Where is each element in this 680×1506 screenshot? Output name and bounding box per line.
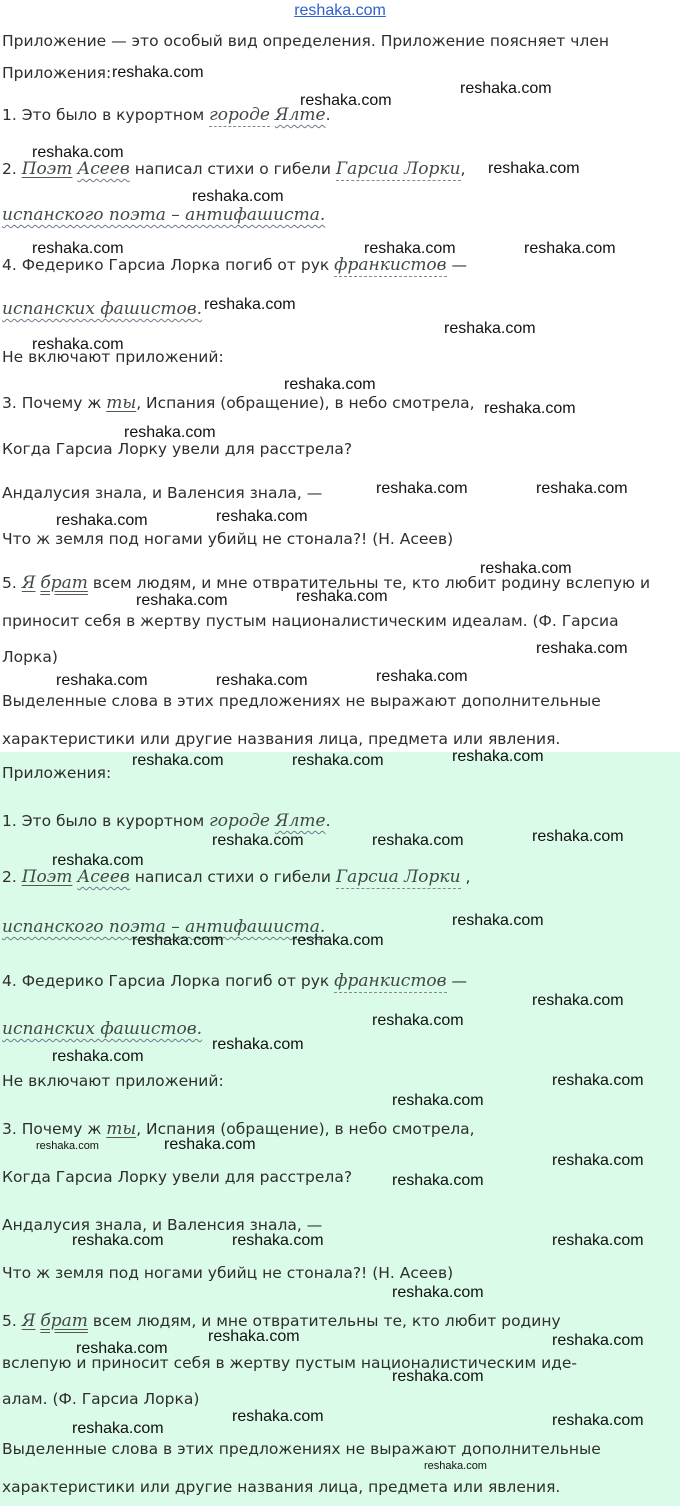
watermark: reshaka.com: [52, 852, 144, 869]
sentence-5-line-3: Лорка): [2, 648, 58, 666]
watermark: reshaka.com: [532, 828, 624, 845]
text: 1. Это было в курортном: [2, 106, 210, 124]
sentence-4-line-2: [2, 298, 672, 320]
watermark: reshaka.com: [132, 752, 224, 769]
word-aseev: Асеев: [77, 159, 130, 179]
watermark: reshaka.com: [460, 80, 552, 97]
watermark: reshaka.com: [524, 240, 616, 257]
watermark: reshaka.com: [552, 1232, 644, 1249]
sentence-5-line-2: вслепую и приносит себя в жертву пустым националистическим иде-: [2, 1354, 578, 1372]
sentence-4-line-2: [2, 1018, 672, 1040]
watermark: reshaka.com: [56, 672, 148, 689]
watermark: reshaka.com: [232, 1232, 324, 1249]
sentence-4: [2, 970, 672, 992]
phrase-ispanskogo-poeta: испанского поэта – антифашиста.: [2, 917, 326, 937]
text: .: [325, 106, 331, 124]
word-brat: брат: [40, 573, 88, 593]
text: 3. Почему ж: [2, 1120, 107, 1138]
sentence-3-line-4: Что ж земля под ногами убийц не стонала?! (Н. Асеев): [2, 530, 454, 548]
conclusion-line-2: характеристики или другие названия лица, предмета или явления.: [2, 730, 561, 748]
watermark: reshaka.com: [216, 672, 308, 689]
word-ya: Я: [21, 1311, 36, 1331]
intro-text: Приложение — это особый вид определения. Приложение поясняет член: [2, 32, 609, 50]
watermark: reshaka.com: [444, 320, 536, 337]
heading-no-appositions: Не включают приложений:: [2, 1072, 224, 1090]
watermark: reshaka.com: [296, 588, 388, 605]
watermark: reshaka.com: [52, 1048, 144, 1065]
watermark: reshaka.com: [76, 1340, 168, 1357]
watermark: reshaka.com: [424, 1460, 487, 1472]
watermark: reshaka.com: [372, 832, 464, 849]
conclusion-line-1: Выделенные слова в этих предложениях не выражают дополнительные: [2, 1440, 601, 1458]
watermark: reshaka.com: [56, 512, 148, 529]
watermark: reshaka.com: [392, 1092, 484, 1109]
watermark: reshaka.com: [208, 1328, 300, 1345]
watermark: reshaka.com: [292, 752, 384, 769]
watermark: reshaka.com: [212, 832, 304, 849]
word-ty: ты: [106, 1119, 137, 1139]
word-garsia-lorki: Гарсиа Лорки: [335, 867, 461, 887]
phrase-ispanskih-fashistov: испанских фашистов.: [2, 299, 203, 319]
phrase-ispanskih-fashistov: испанских фашистов.: [2, 1019, 203, 1039]
word-yalte: Ялте: [274, 811, 326, 831]
watermark: reshaka.com: [376, 668, 468, 685]
watermark: reshaka.com: [536, 640, 628, 657]
watermark: reshaka.com: [376, 480, 468, 497]
conclusion-line-1: Выделенные слова в этих предложениях не выражают дополнительные: [2, 692, 601, 710]
watermark: reshaka.com: [216, 508, 308, 525]
text: .: [325, 812, 331, 830]
watermark: reshaka.com: [552, 1152, 644, 1169]
word-brat: брат: [40, 1311, 88, 1331]
watermark: reshaka.com: [132, 932, 224, 949]
word-poet: Поэт: [21, 867, 73, 887]
sentence-3-line-3: Андалусия знала, и Валенсия знала, —: [2, 1216, 323, 1234]
watermark: reshaka.com: [232, 1408, 324, 1425]
text: , Испания (обращение), в небо смотрела,: [136, 394, 475, 412]
sentence-3-line-4: Что ж земля под ногами убийц не стонала?! (Н. Асеев): [2, 1264, 454, 1282]
watermark: reshaka.com: [552, 1332, 644, 1349]
word-ya: Я: [21, 573, 36, 593]
text: 5.: [2, 1312, 22, 1330]
word-gorode: городе: [209, 811, 270, 831]
watermark: reshaka.com: [32, 144, 124, 161]
sentence-2-line-2: [2, 204, 672, 226]
phrase-ispanskogo-poeta: испанского поэта – антифашиста.: [2, 205, 326, 225]
watermark: reshaka.com: [32, 240, 124, 257]
watermark: reshaka.com: [372, 1012, 464, 1029]
word-poet: Поэт: [21, 159, 73, 179]
watermark: reshaka.com: [212, 1036, 304, 1053]
text: 1. Это было в курортном: [2, 812, 210, 830]
watermark: reshaka.com: [112, 64, 204, 81]
text: 2.: [2, 868, 22, 886]
word-aseev: Асеев: [77, 867, 130, 887]
word-garsia-lorki: Гарсиа Лорки: [335, 159, 461, 179]
text: всем людям, и мне отвратительны те, кто любит родину вслепую и: [87, 574, 651, 592]
text: написал стихи о гибели: [129, 160, 336, 178]
watermark: reshaka.com: [392, 1368, 484, 1385]
sentence-5-line-2: приносит себя в жертву пустым националистическим идеалам. (Ф. Гарсиа: [2, 612, 619, 630]
sentence-5-line-3: алам. (Ф. Гарсиа Лорка): [2, 1390, 200, 1408]
word-gorode: городе: [209, 105, 270, 125]
sentence-5: [2, 1310, 672, 1332]
watermark: reshaka.com: [300, 92, 392, 109]
word-frankistov: франкистов: [334, 255, 447, 275]
text: ,: [460, 868, 471, 886]
conclusion-line-2: характеристики или другие названия лица, предмета или явления.: [2, 1478, 561, 1496]
watermark: reshaka.com: [392, 1284, 484, 1301]
watermark: reshaka.com: [136, 592, 228, 609]
text: 4. Федерико Гарсиа Лорка погиб от рук: [2, 972, 335, 990]
watermark: reshaka.com: [364, 240, 456, 257]
heading-no-appositions: Не включают приложений:: [2, 348, 224, 366]
sentence-3-line-2: Когда Гарсиа Лорку увели для расстрела?: [2, 440, 353, 458]
sentence-3: [2, 1118, 672, 1140]
text: ,: [460, 160, 466, 178]
sentence-3-line-3: Андалусия знала, и Валенсия знала, —: [2, 484, 323, 502]
watermark: reshaka.com: [488, 160, 580, 177]
text: 5.: [2, 574, 22, 592]
text: 4. Федерико Гарсиа Лорка погиб от рук: [2, 256, 335, 274]
word-yalte: Ялте: [274, 105, 326, 125]
watermark: reshaka.com: [32, 336, 124, 353]
text: написал стихи о гибели: [129, 868, 336, 886]
text: , Испания (обращение), в небо смотрела,: [136, 1120, 475, 1138]
site-link[interactable]: reshaka.com: [294, 2, 386, 19]
watermark: reshaka.com: [72, 1420, 164, 1437]
text: 3. Почему ж: [2, 394, 107, 412]
watermark: reshaka.com: [480, 560, 572, 577]
watermark: reshaka.com: [124, 424, 216, 441]
word-frankistov: франкистов: [334, 971, 447, 991]
text: 2.: [2, 160, 22, 178]
watermark: reshaka.com: [484, 400, 576, 417]
watermark: reshaka.com: [164, 1136, 256, 1153]
watermark: reshaka.com: [452, 912, 544, 929]
text: —: [446, 972, 468, 990]
watermark: reshaka.com: [284, 376, 376, 393]
watermark: reshaka.com: [292, 932, 384, 949]
text: —: [446, 256, 468, 274]
heading-appositions: Приложения:: [2, 64, 112, 82]
watermark: reshaka.com: [552, 1412, 644, 1429]
watermark: reshaka.com: [36, 1140, 99, 1152]
word-ty: ты: [106, 393, 137, 413]
watermark: reshaka.com: [532, 992, 624, 1009]
watermark: reshaka.com: [72, 1232, 164, 1249]
text: всем людям, и мне отвратительны те, кто любит родину: [87, 1312, 561, 1330]
watermark: reshaka.com: [392, 1172, 484, 1189]
watermark: reshaka.com: [536, 480, 628, 497]
watermark: reshaka.com: [192, 188, 284, 205]
watermark: reshaka.com: [204, 296, 296, 313]
watermark: reshaka.com: [552, 1072, 644, 1089]
watermark: reshaka.com: [452, 748, 544, 765]
sentence-3-line-2: Когда Гарсиа Лорку увели для расстрела?: [2, 1168, 353, 1186]
heading-appositions: Приложения:: [2, 764, 112, 782]
